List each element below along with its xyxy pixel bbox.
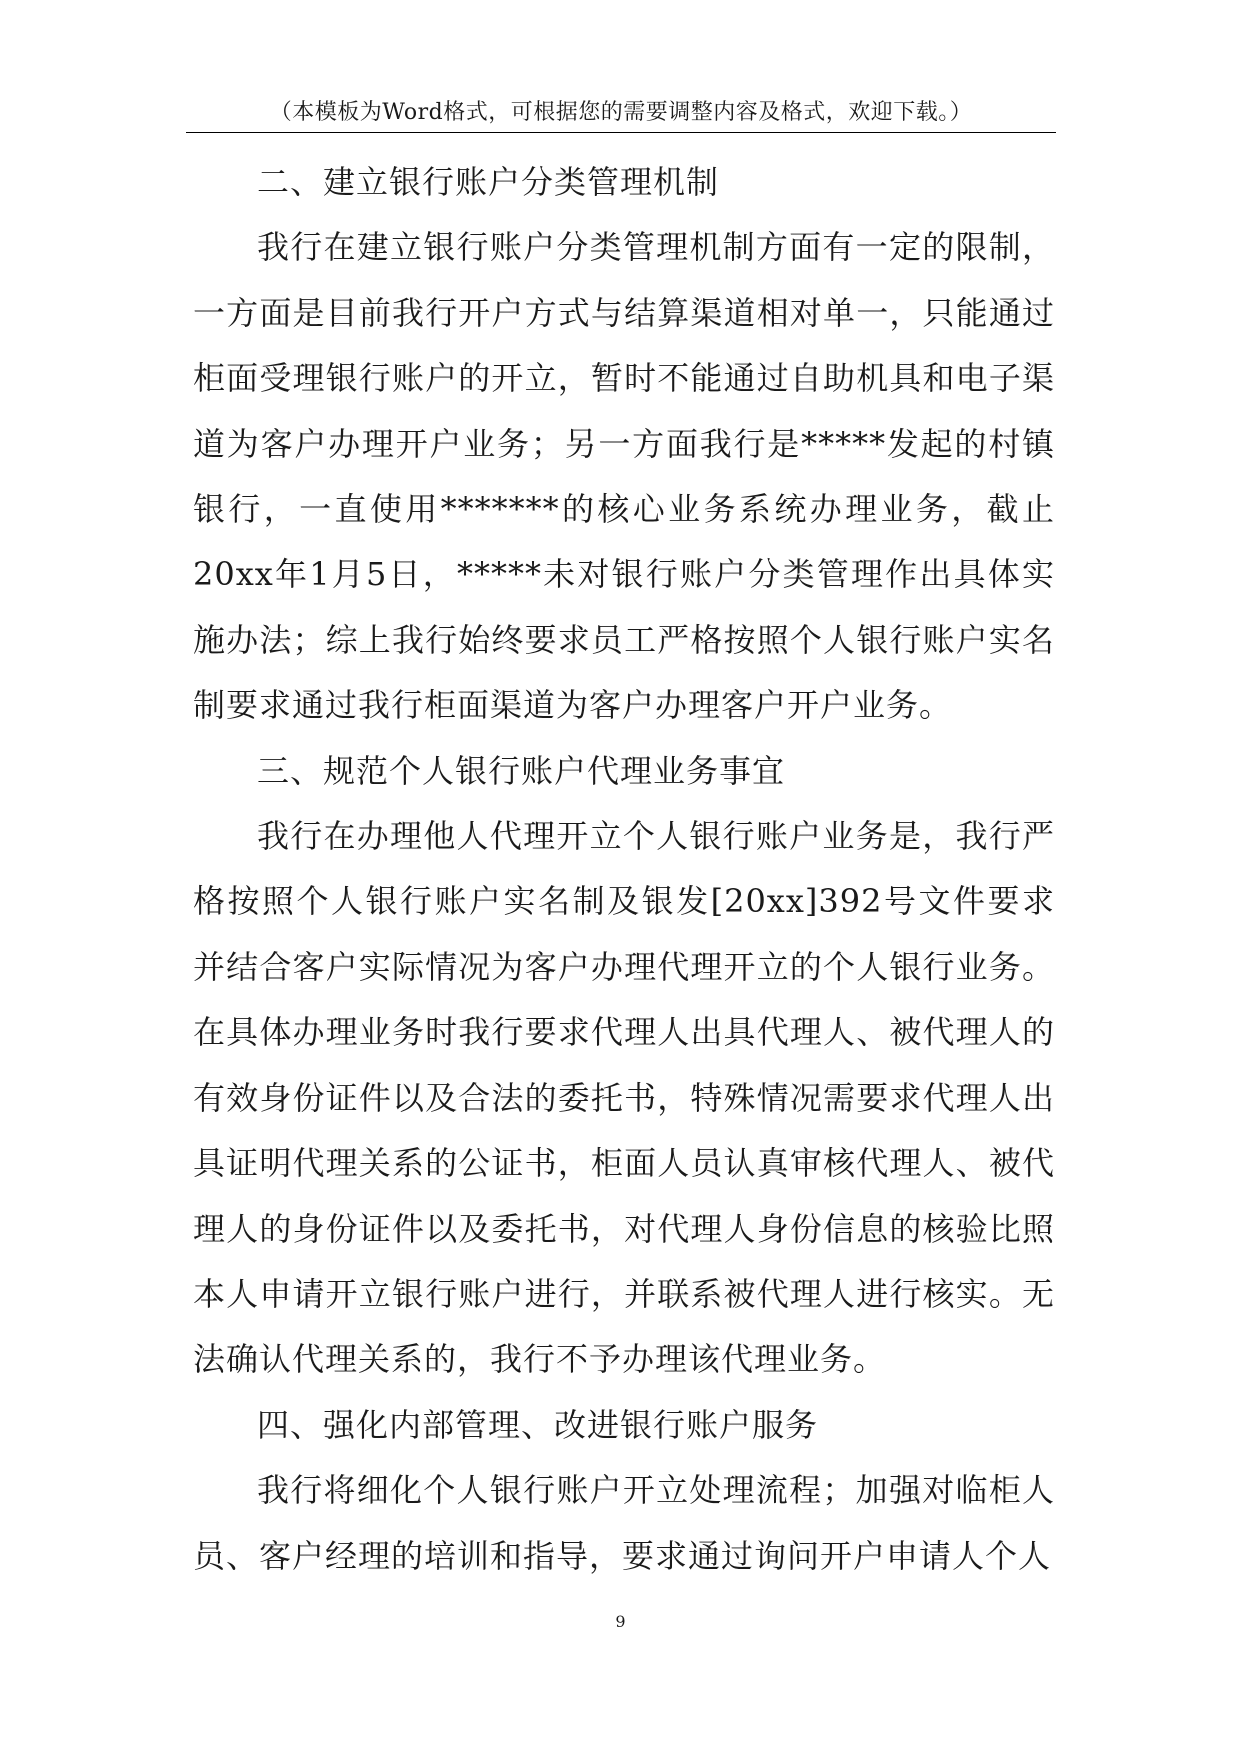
section-heading-2: 二、建立银行账户分类管理机制	[257, 163, 720, 201]
paragraph-account-classification: 我行在建立银行账户分类管理机制方面有一定的限制，一方面是目前我行开户方式与结算渠道相对单一，只能通过柜面受理银行账户的开立，暂时不能通过自助机具和电子渠道为客户办理开户业务；另一方面我行是*****发起的村镇银行，一直使用*******的核心业务系统办理业务，截止20xx年1月5日，*****未对银行账户分类管理作出具体实施办法；综上我行始终要求员工严格按照个人银行账户实名制要求通过我行柜面渠道为客户办理客户开户业务。	[193, 228, 1055, 725]
section-heading-4: 四、强化内部管理、改进银行账户服务	[257, 1405, 819, 1444]
section-heading-3: 三、规范个人银行账户代理业务事宜	[257, 751, 786, 790]
paragraph-internal-management: 我行将细化个人银行账户开立处理流程；加强对临柜人员、客户经理的培训和指导，要求通过询问开户申请人个人	[193, 1471, 1055, 1575]
template-note: （本模板为Word格式，可根据您的需要调整内容及格式，欢迎下载。）	[269, 100, 973, 125]
page-number: 9	[615, 1612, 626, 1631]
header-divider	[186, 132, 1056, 133]
document-body	[193, 150, 1055, 1589]
paragraph-agency-business: 我行在办理他人代理开立个人银行账户业务是，我行严格按照个人银行账户实名制及银发[20xx]392号文件要求并结合客户实际情况为客户办理代理开立的个人银行业务。在具体办理业务时我行要求代理人出具代理人、被代理人的有效身份证件以及合法的委托书，特殊情况需要求代理人出具证明代理关系的公证书，柜面人员认真审核代理人、被代理人的身份证件以及委托书，对代理人身份信息的核验比照本人申请开立银行账户进行，并联系被代理人进行核实。无法确认代理关系的，我行不予办理该代理业务。	[193, 817, 1055, 1379]
